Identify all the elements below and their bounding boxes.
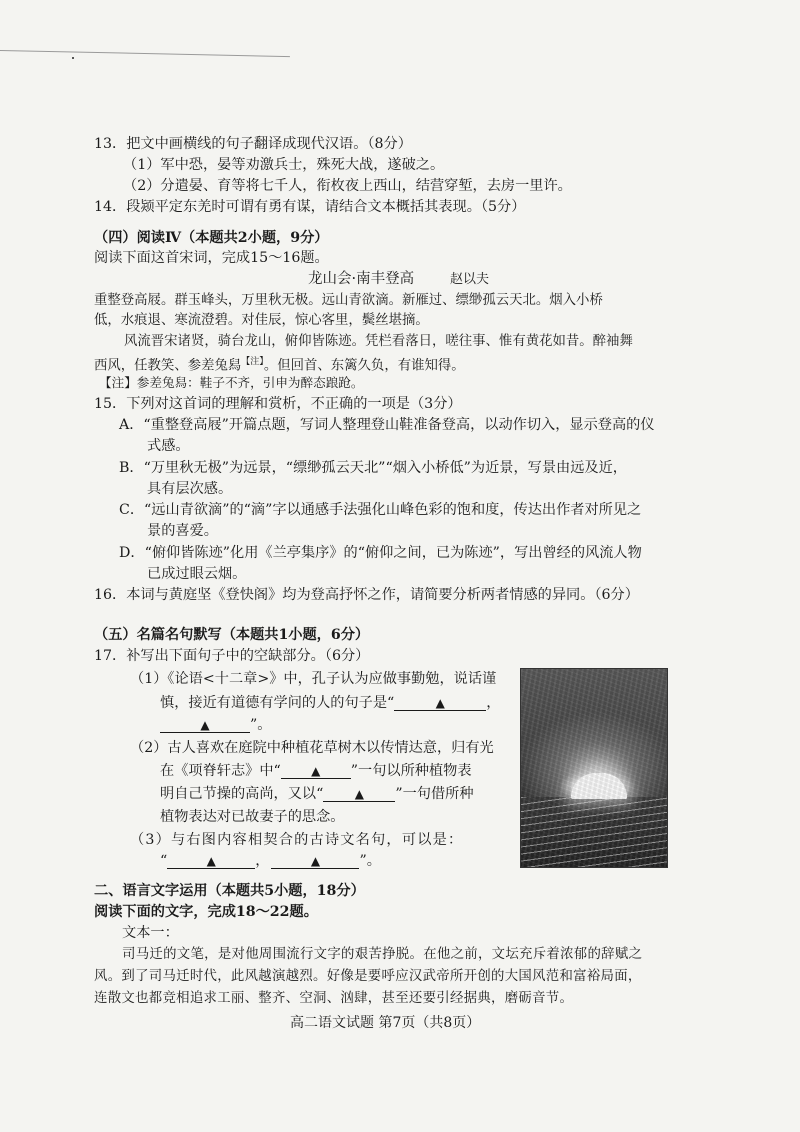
answer-blank[interactable]: ▲ [394,696,486,711]
sunset-over-water-photo [520,668,668,868]
part-2-intro: 阅读下面的文字，完成18～22题。 [94,904,318,920]
option-d-cont: 已成过眼云烟。 [147,566,247,582]
option-a: A．“重整登高屐”开篇点题，写词人整理登山鞋准备登高，以动作切入，显示登高的仪 [119,417,655,433]
poem-line: 西风，任教笑、参差兔舄$^{【注】}$。但回首、东篱久负，有谁知得。 [94,357,465,374]
option-c-cont: 景的喜爱。 [147,523,218,539]
page-footer: 高二语文试题 第7页（共8页） [290,1015,481,1031]
option-a-cont: 式感。 [147,438,190,454]
question-13-sentence-1: （1）军中恐，晏等劝激兵士，殊死大战，遂破之。 [123,157,445,173]
item-1-line-1: （1）《论语<十二章>》中，孔子认为应做事勤勉，说话谨 [130,671,497,687]
option-b: B．“万里秋无极”为远景，“缥缈孤云天北”“烟入小桥低”为近景，写景由远及近， [119,460,627,476]
part-2-heading: 二、语言文字运用（本题共5小题，18分） [94,883,365,899]
option-c: C．“远山青欲滴”的“滴”字以通感手法强化山峰色彩的饱和度，传达出作者对所见之 [119,502,642,518]
item-1-line-2: 慎，接近有道德有学问的人的句子是“ ▲ ， [160,695,501,711]
item-3-line-2: “ ▲ ， ▲ ”。 [160,853,381,869]
scan-edge-line [0,50,290,57]
item-2-line-2: 在《项脊轩志》中“ ▲ ”一句以所种植物表 [160,763,472,779]
question-16: 16．本词与黄庭坚《登快阁》均为登高抒怀之作，请简要分析两者情感的异同。（6分） [94,587,639,603]
answer-blank[interactable]: ▲ [167,854,255,869]
answer-blank[interactable]: ▲ [271,854,359,869]
item-2-line-1: （2）古人喜欢在庭院中种植花草树木以传情达意，归有光 [130,740,494,756]
poem-line: 风流晋宋诸贤，骑台龙山，俯仰皆陈迹。凭栏看落日，嗟往事、惟有黄花如昔。醉袖舞 [124,334,633,349]
option-b-cont: 具有层次感。 [147,481,233,497]
question-14: 14．段颎平定东羌时可谓有勇有谋，请结合文本概括其表现。（5分） [94,199,526,215]
item-2-line-4: 植物表达对已故妻子的思念。 [160,809,345,825]
option-d: D．“俯仰皆陈迹”化用《兰亭集序》的“俯仰之间，已为陈迹”，写出曾经的风流人物 [119,545,642,561]
note-marker: 【注】 [241,357,264,367]
question-15-stem: 15．下列对这首词的理解和赏析，不正确的一项是（3分） [94,396,462,412]
poem-author: 赵以夫 [450,272,490,287]
essay-line: 连散文也都竞相追求工丽、整齐、空洞、汹肆，甚至还要引经据典，磨砺音节。 [94,991,574,1006]
poem-note: 【注】参差兔舄：鞋子不齐，引申为醉态踉跄。 [99,375,364,390]
section-4-intro: 阅读下面这首宋词，完成15～16题。 [94,250,329,266]
section-4-heading: （四）阅读Ⅳ（本题共2小题，9分） [94,230,329,246]
answer-blank[interactable]: ▲ [281,764,351,779]
essay-line: 司马迁的文笔，是对他周围流行文字的艰苦挣脱。在他之前，文坛充斥着浓郁的辞赋之 [122,947,643,962]
text-1-label: 文本一： [122,925,179,941]
poem-line: 低，水痕退、寒流澄碧。对佳辰，惊心客里，鬓丝堪摘。 [94,313,429,328]
photo-grain [521,669,667,867]
item-1-line-3: ▲ ”。 [160,716,271,734]
poem-line: 重整登高屐。群玉峰头，万里秋无极。远山青欲滴。新雁过、缥缈孤云天北。烟入小桥 [94,293,603,308]
answer-blank[interactable]: ▲ [160,718,250,733]
poem-title: 龙山会·南丰登高 [308,271,415,287]
item-3-line-1: （3）与右图内容相契合的古诗文名句，可以是： [130,832,464,848]
essay-line: 风。到了司马迁时代，此风越演越烈。好像是要呼应汉武帝所开创的大国风范和富裕局面， [94,969,642,984]
question-13-sentence-2: （2）分遣晏、育等将七千人，衔枚夜上西山，结营穿堑，去房一里许。 [123,178,572,194]
section-5-heading: （五）名篇名句默写（本题共1小题，6分） [94,627,370,643]
item-2-line-3: 明自己节操的高尚，又以“ ▲ ”一句借所种 [160,786,474,802]
answer-blank[interactable]: ▲ [323,787,395,802]
scan-dot [72,57,74,59]
question-13-title: 13．把文中画横线的句子翻译成现代汉语。（8分） [94,136,412,152]
question-17: 17．补写出下面句子中的空缺部分。（6分） [94,648,370,664]
